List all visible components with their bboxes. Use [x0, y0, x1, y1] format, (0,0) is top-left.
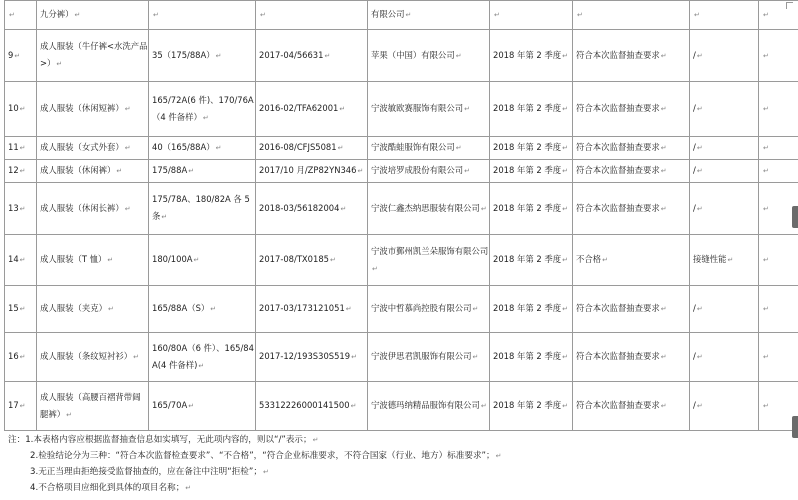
product-name-cell: 成人服装（休闲短裤）↵ [37, 82, 149, 137]
remark-cell: ↵ [759, 1, 798, 30]
product-name-cell: 成人服装（T 恤）↵ [37, 235, 149, 286]
table-row [5, 82, 798, 137]
failed-items-cell: /↵ [690, 183, 759, 235]
check-period-cell: 2018 年第 2 季度↵ [490, 382, 573, 431]
table-row [5, 160, 798, 183]
product-name-cell: 成人服装（高腰百褶背带阔腿裤）↵ [37, 382, 149, 431]
check-period-cell: 2018 年第 2 季度↵ [490, 160, 573, 183]
row-number-cell: 11↵ [5, 137, 37, 160]
failed-items-cell: ↵ [690, 1, 759, 30]
company-name-cell: 宁波仁鑫杰纳思服装有限公司↵ [368, 183, 490, 235]
scroll-tab-upper[interactable] [792, 206, 798, 228]
spec-model-cell: 165/88A（S）↵ [149, 286, 256, 333]
failed-items-cell: /↵ [690, 333, 759, 382]
company-name-cell: 宁波敏欧赛服饰有限公司↵ [368, 82, 490, 137]
company-name-cell: 宁波培罗成股份有限公司↵ [368, 160, 490, 183]
spec-model-cell: 175/88A↵ [149, 160, 256, 183]
row-number-cell: ↵ [5, 1, 37, 30]
remark-cell: ↵ [759, 30, 798, 82]
check-period-cell: 2018 年第 2 季度↵ [490, 183, 573, 235]
failed-items-cell: /↵ [690, 30, 759, 82]
check-period-cell: 2018 年第 2 季度↵ [490, 235, 573, 286]
company-name-cell: 宁波中哲慕尚控股有限公司↵ [368, 286, 490, 333]
product-name-cell: 成人服装（夹克）↵ [37, 286, 149, 333]
remark-cell: ↵ [759, 137, 798, 160]
product-name-cell: 成人服装（休闲长裤）↵ [37, 183, 149, 235]
batch-code-cell: 2017/10 月/ZP82YN346↵ [256, 160, 368, 183]
table-notes [8, 432, 788, 496]
batch-code-cell: ↵ [256, 1, 368, 30]
table-body [5, 1, 798, 431]
spec-model-cell: 165/72A(6 件)、170/76A（4 件备样）↵ [149, 82, 256, 137]
row-number-cell: 15↵ [5, 286, 37, 333]
failed-items-cell: /↵ [690, 137, 759, 160]
table-row [5, 137, 798, 160]
inspection-result-cell: 符合本次监督抽查要求↵ [573, 286, 690, 333]
inspection-result-cell: 不合格↵ [573, 235, 690, 286]
inspection-result-cell: ↵ [573, 1, 690, 30]
failed-items-cell: /↵ [690, 286, 759, 333]
table-row [5, 30, 798, 82]
company-name-cell: 宁波酷蛙服饰有限公司↵ [368, 137, 490, 160]
row-number-cell: 10↵ [5, 82, 37, 137]
batch-code-cell: 2017-03/173121051↵ [256, 286, 368, 333]
table-row [5, 382, 798, 431]
spec-model-cell: 40（165/88A）↵ [149, 137, 256, 160]
batch-code-cell: 53312226000141500↵ [256, 382, 368, 431]
inspection-result-cell: 符合本次监督抽查要求↵ [573, 183, 690, 235]
table-row [5, 333, 798, 382]
spec-model-cell: 175/78A、180/82A 各 5 条↵ [149, 183, 256, 235]
row-number-cell: 9↵ [5, 30, 37, 82]
spec-model-cell: 160/80A（6 件）、165/84A(4 件备样)↵ [149, 333, 256, 382]
remark-cell: ↵ [759, 183, 798, 235]
note-line-1: 注：1.本表格内容应根据监督抽查信息如实填写，无此项内容的，则以“/”表示；↵ [8, 435, 319, 445]
table-row [5, 1, 798, 30]
inspection-result-cell: 符合本次监督抽查要求↵ [573, 160, 690, 183]
table-row [5, 286, 798, 333]
inspection-result-cell: 符合本次监督抽查要求↵ [573, 82, 690, 137]
product-name-cell: 九分裤）↵ [37, 1, 149, 30]
spec-model-cell: 180/100A↵ [149, 235, 256, 286]
inspection-result-cell: 符合本次监督抽查要求↵ [573, 137, 690, 160]
failed-items-cell: /↵ [690, 82, 759, 137]
row-number-cell: 12↵ [5, 160, 37, 183]
remark-cell: ↵ [759, 160, 798, 183]
product-name-cell: 成人服装（牛仔裤<水洗产品>）↵ [37, 30, 149, 82]
batch-code-cell: 2017-08/TX0185↵ [256, 235, 368, 286]
batch-code-cell: 2017-12/193S30S519↵ [256, 333, 368, 382]
company-name-cell: 宁波市鄞州凯兰朵服饰有限公司↵ [368, 235, 490, 286]
remark-cell: ↵ [759, 235, 798, 286]
row-number-cell: 16↵ [5, 333, 37, 382]
note-line-2: 2.检验结论分为三种：“符合本次监督检查要求”、“不合格”，“符合企业标准要求，不符合国家（行业、地方）标准要求”；↵ [30, 451, 502, 461]
remark-cell: ↵ [759, 286, 798, 333]
company-name-cell: 宁波德玛纳精品服饰有限公司↵ [368, 382, 490, 431]
failed-items-cell: /↵ [690, 382, 759, 431]
check-period-cell: ↵ [490, 1, 573, 30]
product-name-cell: 成人服装（休闲裤）↵ [37, 160, 149, 183]
inspection-results-table [4, 0, 798, 431]
company-name-cell: 宁波伊思君凯服饰有限公司↵ [368, 333, 490, 382]
check-period-cell: 2018 年第 2 季度↵ [490, 333, 573, 382]
table-row [5, 235, 798, 286]
inspection-result-cell: 符合本次监督抽查要求↵ [573, 382, 690, 431]
row-number-cell: 17↵ [5, 382, 37, 431]
batch-code-cell: 2018-03/56182004↵ [256, 183, 368, 235]
company-name-cell: 苹果（中国）有限公司↵ [368, 30, 490, 82]
remark-cell: ↵ [759, 82, 798, 137]
remark-cell: ↵ [759, 333, 798, 382]
spec-model-cell: 35（175/88A）↵ [149, 30, 256, 82]
batch-code-cell: 2016-02/TFA62001↵ [256, 82, 368, 137]
failed-items-cell: 接缝性能↵ [690, 235, 759, 286]
remark-cell: ↵ [759, 382, 798, 431]
scroll-tab-lower[interactable] [792, 416, 798, 438]
note-line-4: 4.不合格项目应细化到具体的项目名称；↵ [30, 483, 192, 493]
inspection-result-cell: 符合本次监督抽查要求↵ [573, 333, 690, 382]
check-period-cell: 2018 年第 2 季度↵ [490, 30, 573, 82]
failed-items-cell: /↵ [690, 160, 759, 183]
check-period-cell: 2018 年第 2 季度↵ [490, 286, 573, 333]
inspection-result-cell: 符合本次监督抽查要求↵ [573, 30, 690, 82]
company-name-cell: 有限公司↵ [368, 1, 490, 30]
table-row [5, 183, 798, 235]
product-name-cell: 成人服装（条纹短衬衫）↵ [37, 333, 149, 382]
batch-code-cell: 2017-04/56631↵ [256, 30, 368, 82]
product-name-cell: 成人服装（女式外套）↵ [37, 137, 149, 160]
row-number-cell: 13↵ [5, 183, 37, 235]
row-number-cell: 14↵ [5, 235, 37, 286]
note-line-3: 3.无正当理由拒绝接受监督抽查的，应在备注中注明“拒检”；↵ [30, 467, 269, 477]
batch-code-cell: 2016-08/CFJS5081↵ [256, 137, 368, 160]
spec-model-cell: 165/70A↵ [149, 382, 256, 431]
check-period-cell: 2018 年第 2 季度↵ [490, 82, 573, 137]
check-period-cell: 2018 年第 2 季度↵ [490, 137, 573, 160]
spec-model-cell: ↵ [149, 1, 256, 30]
